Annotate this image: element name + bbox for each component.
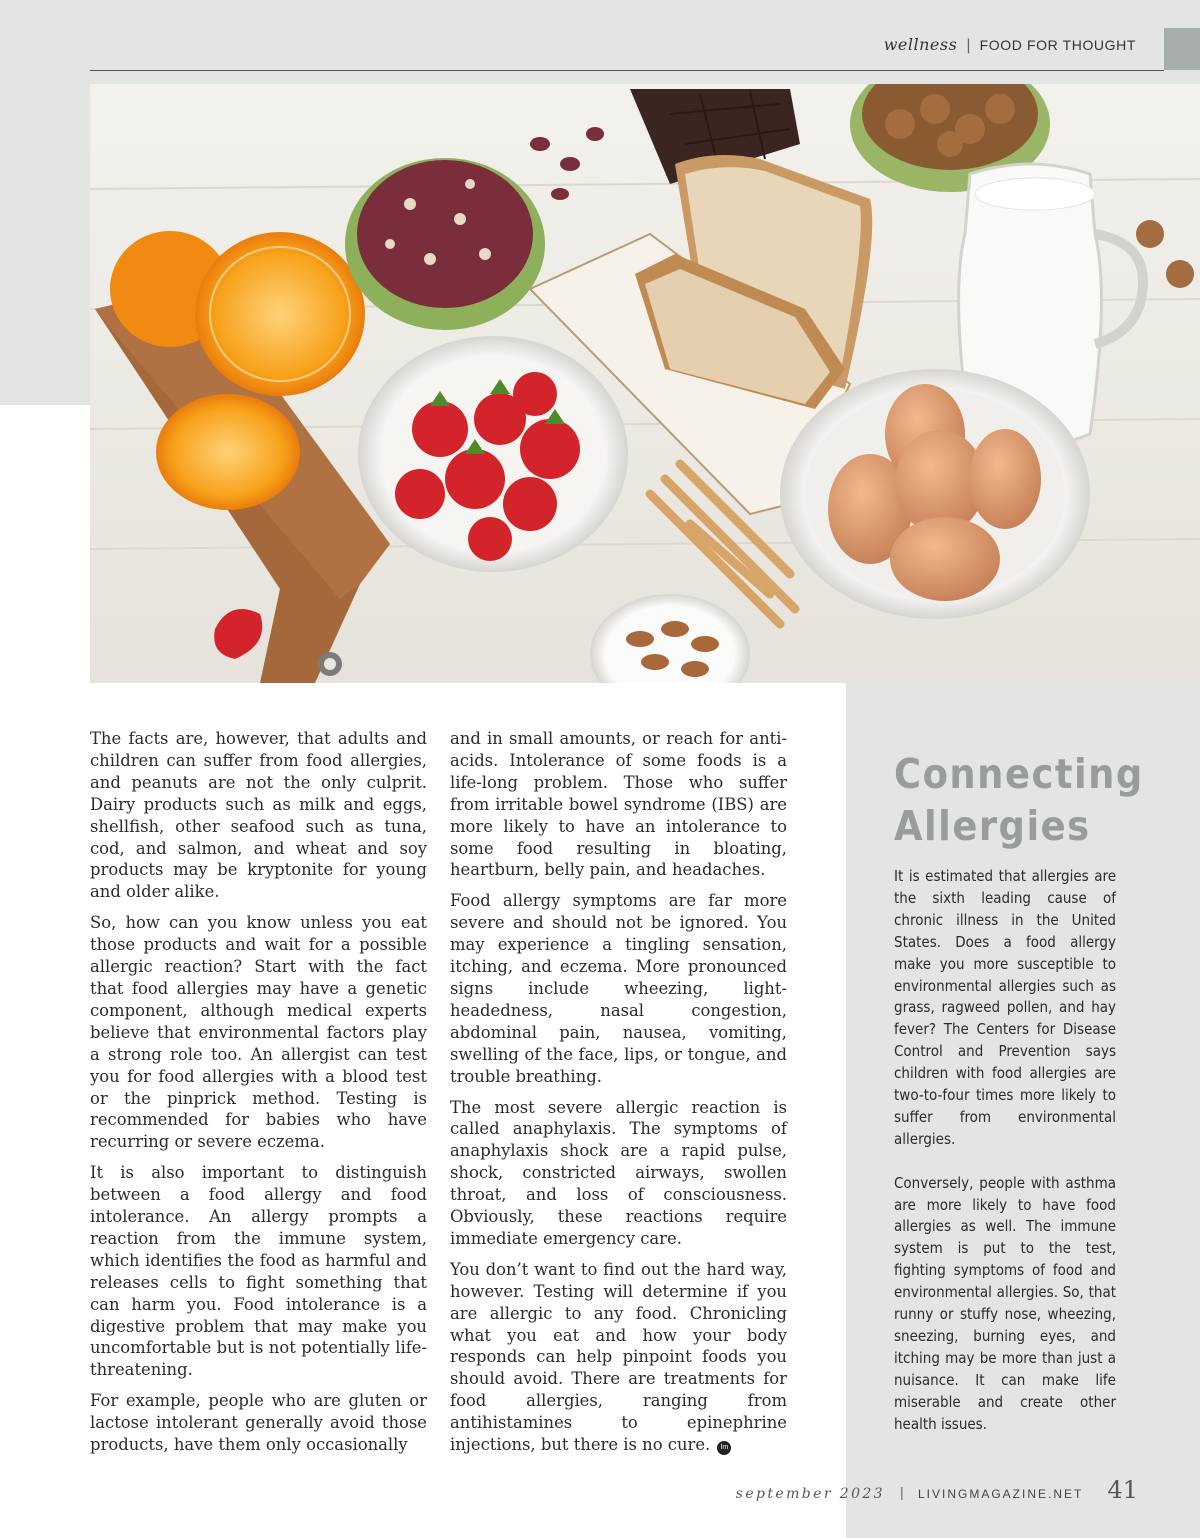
- corner-color-tab: [1164, 28, 1200, 70]
- article-paragraph: It is also important to distinguish between a food allergy and food intolerance. An allergy prompts a reaction from the immune system, which identifies the food as harmful and releases cells to fight something that can harm you. Food intolerance is a digestive problem that may make you uncomfortable but is not potentially life-threatening.: [90, 1163, 427, 1380]
- hero-photo: [90, 84, 1200, 683]
- sidebar-title-line-1: Connecting: [894, 750, 1144, 798]
- article-paragraph: The most severe allergic reaction is called anaphylaxis. The symptoms of anaphylaxis shock are a rapid pulse, shock, constricted airways, swollen throat, and loss of consciousness. Obviously, these reactions require immediate emergency care.: [450, 1097, 787, 1248]
- header-rule: [90, 70, 1164, 71]
- article-paragraph-last: [450, 1259, 787, 1456]
- article-column-2: [450, 728, 787, 1465]
- sidebar-paragraph: Conversely, people with asthma are more likely to have food allergies as well. The immune system is put to the test, fighting symptoms of food and environmental allergies. So, that runny or stuffy nose, wheezing, sneezing, burning eyes, and itching may be more than just a nuisance. It can make life miserable and create other health issues.: [894, 1173, 1116, 1433]
- article-paragraph-text: You don’t want to find out the hard way, however. Testing will determine if you are allergic to any food. Chronicling what you eat and how your body responds can help pinpoint foods you should avoid. There are treatments for food allergies, ranging from antihistamines to epinephrine injections, but there is no cure.: [450, 1259, 787, 1455]
- running-head: [884, 35, 1136, 55]
- sidebar-title: [894, 748, 1144, 852]
- end-of-article-icon: lm: [717, 1441, 731, 1455]
- sidebar-paragraph: It is estimated that allergies are the sixth leading cause of chronic illness in the United States. Does a food allergy make you more susceptible to environmental allergies such as grass, ragweed pollen, and hay fever? The Centers for Disease Control and Prevention says children with food allergies are two-to-four times more likely to suffer from environmental allergies.: [894, 867, 1116, 1148]
- article-paragraph: The facts are, however, that adults and children can suffer from food allergies, and peanuts are not the only culprit. Dairy products such as milk and eggs, shellfish, other seafood such as tuna, cod, and salmon, and wheat and soy products may be kryptonite for young and older alike.: [90, 729, 427, 902]
- issue-date: september 2023: [735, 1486, 885, 1502]
- sidebar-title-line-2: Allergies: [894, 802, 1091, 850]
- footer-separator: |: [900, 1484, 904, 1500]
- sidebar-connecting-allergies: [894, 748, 1144, 1457]
- page-number: 41: [1107, 1476, 1138, 1504]
- section-name: wellness: [883, 35, 958, 54]
- page-footer: [0, 1478, 1200, 1508]
- website-link[interactable]: LIVINGMAGAZINE.NET: [918, 1487, 1084, 1501]
- article-column-1: [90, 728, 427, 1465]
- article-paragraph: For example, people who are gluten or lactose intolerant generally avoid those products, have them only occasionally: [90, 1391, 427, 1455]
- article-paragraph: So, how can you know unless you eat those products and wait for a possible allergic reaction? Start with the fact that food allergies may have a genetic component, although medical experts believe that environmental factors play a strong role too. An allergist can test you for food allergies with a blood test or the pinprick method. Testing is recommended for babies who have recurring or severe eczema.: [90, 913, 427, 1152]
- column-topic: FOOD FOR THOUGHT: [979, 37, 1136, 53]
- article-paragraph: and in small amounts, or reach for anti-acids. Intolerance of some foods is a life-long problem. Those who suffer from irritable bowel syndrome (IBS) are more likely to have an intolerance to some food resulting in bloating, heartburn, belly pain, and headaches.: [450, 729, 787, 880]
- food-allergens-photo: [90, 84, 1200, 683]
- article-paragraph: Food allergy symptoms are far more severe and should not be ignored. You may experience a tingling sensation, itching, and eczema. More pronounced signs include wheezing, light-headedness, nasal congestion, abdominal pain, nausea, vomiting, swelling of the face, lips, or tongue, and trouble breathing.: [450, 891, 787, 1086]
- header-separator: |: [966, 37, 971, 54]
